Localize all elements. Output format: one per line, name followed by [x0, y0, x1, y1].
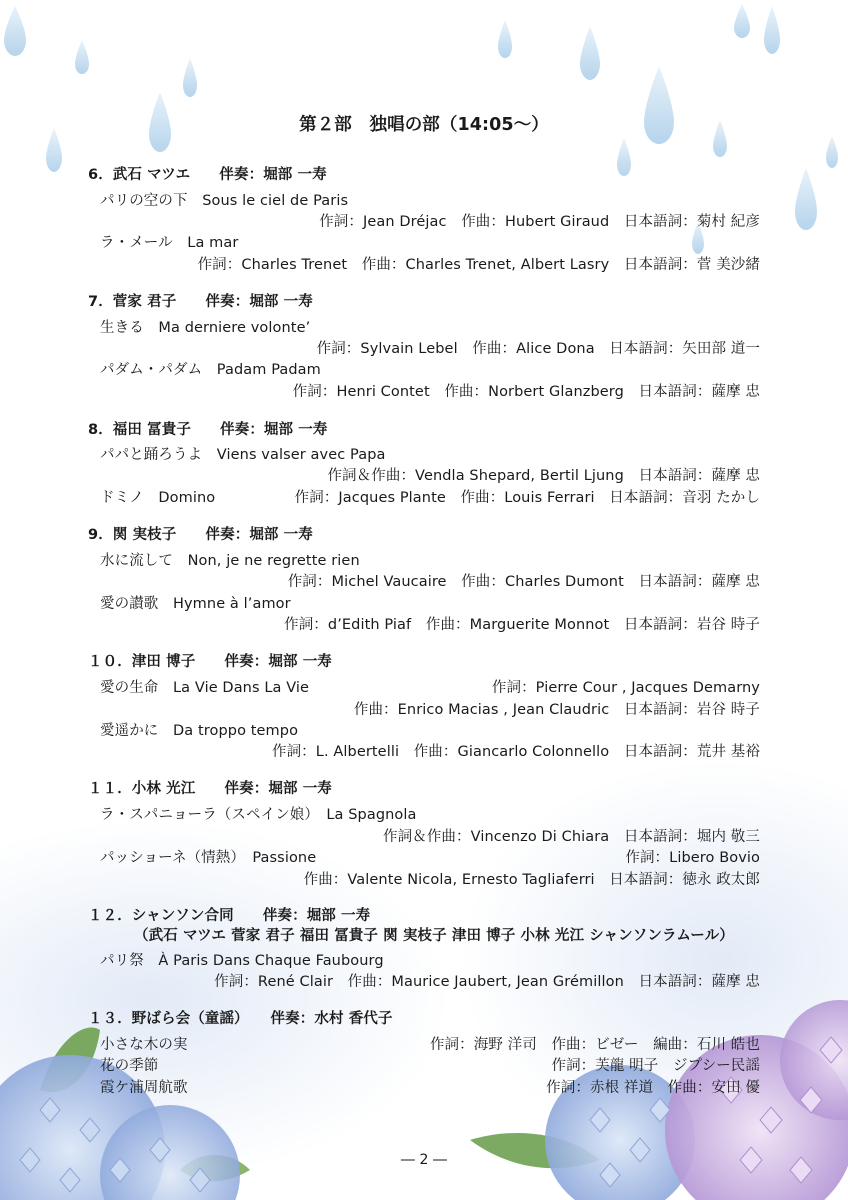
song-credit: 作詞：d’Edith Piaf 作曲：Marguerite Monnot 日本語詞：岩谷 時子 [284, 617, 760, 633]
performer-heading: １２．シャンソン合同 伴奏：堀部 一寿 [88, 908, 371, 924]
page-number: ― 2 ― [400, 1152, 448, 1168]
song-credit: 作詞：芙龍 明子 ジプシー民謡 [551, 1058, 760, 1074]
song-credit: 作詞：Henri Contet 作曲：Norbert Glanzberg 日本語詞：薩摩 忠 [292, 384, 760, 400]
performer-heading: 6．武石 マツエ 伴奏：堀部 一寿 [88, 167, 327, 183]
song-credit: 作詞：海野 洋司 作曲：ビゼー 編曲：石川 皓也 [429, 1037, 760, 1053]
song-credit: 作詞：Jacques Plante 作曲：Louis Ferrari 日本語詞：音羽 たかし [294, 490, 760, 506]
song-title: パッショーネ（情熱） Passione [100, 850, 317, 866]
song-title: 小さな木の実 [100, 1037, 188, 1053]
song-credit: 作詞：Jean Dréjac 作曲：Hubert Giraud 日本語詞：菊村 紀彦 [319, 214, 760, 230]
song-title: 花の季節 [100, 1058, 159, 1074]
song-title: パパと踊ろうよ Viens valser avec Papa [100, 447, 386, 463]
page-title: 第２部 独唱の部（14:05〜） [299, 115, 549, 135]
song-title: 愛遥かに Da troppo tempo [100, 723, 299, 739]
song-credit: 作詞＆作曲：Vendla Shepard, Bertil Ljung 日本語詞：薩摩 忠 [327, 468, 760, 484]
song-credit: 作詞：Charles Trenet 作曲：Charles Trenet, Albert Lasry 日本語詞：菅 美沙緒 [197, 257, 760, 273]
performer-heading: １０．津田 博子 伴奏：堀部 一寿 [88, 654, 332, 670]
song-credit: 作詞：Libero Bovio [625, 850, 760, 866]
song-title: 生きる Ma derniere volonte’ [100, 320, 311, 336]
song-title: パリ祭 À Paris Dans Chaque Faubourg [100, 953, 384, 969]
performer-heading: １３．野ばら会（童謡） 伴奏：水村 香代子 [88, 1011, 393, 1027]
ensemble-members: （武石 マツエ 菅家 君子 福田 冨貴子 関 実枝子 津田 博子 小林 光江 シャンソンラムール） [134, 928, 734, 944]
song-credit: 作詞：L. Albertelli 作曲：Giancarlo Colonnello 日本語詞：荒井 基裕 [271, 744, 760, 760]
song-credit: 作詞：Michel Vaucaire 作曲：Charles Dumont 日本語詞：薩摩 忠 [287, 574, 760, 590]
song-title: ラ・メール La mar [100, 235, 239, 251]
song-title: 霞ケ浦周航歌 [100, 1080, 188, 1096]
performer-heading: １１．小林 光江 伴奏：堀部 一寿 [88, 781, 332, 797]
performer-heading: 9．関 実枝子 伴奏：堀部 一寿 [88, 527, 313, 543]
song-credit: 作詞：赤根 祥道 作曲：安田 優 [546, 1080, 760, 1096]
song-credit: 作詞：Pierre Cour , Jacques Demarny [491, 680, 760, 696]
song-credit: 作詞：René Clair 作曲：Maurice Jaubert, Jean Grémillon 日本語詞：薩摩 忠 [214, 974, 760, 990]
song-title: ドミノ Domino [100, 490, 216, 506]
song-title: 水に流して Non, je ne regrette rien [100, 553, 360, 569]
song-title: 愛の讃歌 Hymne à l’amor [100, 596, 291, 612]
song-credit: 作曲：Enrico Macias , Jean Claudric 日本語詞：岩谷 時子 [353, 702, 760, 718]
song-title: 愛の生命 La Vie Dans La Vie [100, 680, 310, 696]
performer-heading: 8．福田 冨貴子 伴奏：堀部 一寿 [88, 422, 328, 438]
song-credit: 作詞：Sylvain Lebel 作曲：Alice Dona 日本語詞：矢田部 道一 [316, 341, 760, 357]
song-title: ラ・スパニョーラ（スペイン娘） La Spagnola [100, 807, 417, 823]
song-title: パリの空の下 Sous le ciel de Paris [100, 193, 349, 209]
song-credit: 作詞＆作曲：Vincenzo Di Chiara 日本語詞：堀内 敬三 [383, 829, 760, 845]
performer-heading: 7．菅家 君子 伴奏：堀部 一寿 [88, 294, 313, 310]
song-credit: 作曲：Valente Nicola, Ernesto Tagliaferri 日本語詞：徳永 政太郎 [303, 872, 760, 888]
song-title: パダム・パダム Padam Padam [100, 362, 321, 378]
